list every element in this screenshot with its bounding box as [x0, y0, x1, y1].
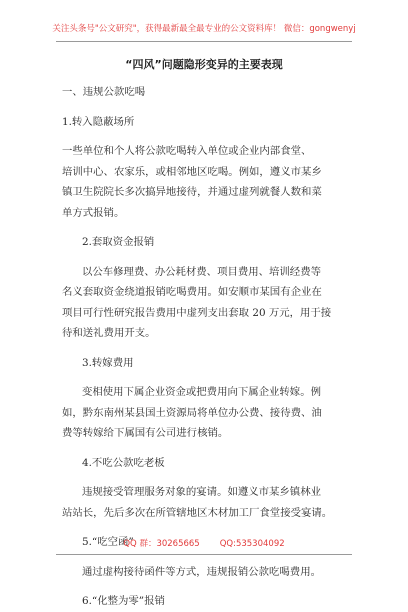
paragraph-line: 名义套取资金绕道报销吃喝费用。如安顺市某国有企业在	[62, 286, 322, 298]
paragraph-line: 培训中心、农家乐，或相邻地区吃喝。例如，遵义市某乡	[62, 165, 322, 178]
subheading: 3.转嫁费用	[82, 356, 134, 369]
header-promo-text: 关注头条号"公文研究"，获得最新最全最专业的公文资料库！ 微信：gongwenyj	[52, 24, 356, 34]
paragraph-line: 以公车修理费、办公耗材费、项目费用、培训经费等	[82, 265, 321, 278]
paragraph-line: 如，黔东南州某县国土资源局将单位办公费、接待费、油	[62, 406, 322, 419]
subheading: 1.转入隐蔽场所	[62, 115, 135, 128]
subheading: 6.“化整为零”报销	[82, 595, 165, 607]
section-heading: 一、违规公款吃喝	[62, 86, 146, 98]
footer-divider	[56, 554, 352, 555]
subheading: 2.套取资金报销	[82, 236, 155, 248]
footer-qq-group: QQ 群：30265665	[123, 539, 200, 549]
subheading: 5.“吃空函”	[82, 536, 134, 548]
paragraph-line: 站站长，先后多次在所管辖地区木材加工厂食堂接受宴请。	[62, 506, 333, 519]
footer-qq-number: QQ:535304092	[219, 539, 285, 549]
paragraph-line: 变相使用下属企业资金或把费用向下属企业转嫁。例	[82, 386, 321, 398]
subheading: 4.不吃公款吃老板	[82, 456, 165, 469]
paragraph-line: 镇卫生院院长多次搞异地接待，并通过虚列就餐人数和菜	[62, 186, 322, 198]
paragraph-line: 单方式报销。	[62, 206, 125, 219]
document-title: “四风”问题隐形变异的主要表现	[125, 58, 283, 71]
header-divider	[56, 41, 352, 42]
paragraph-line: 待和送礼费用开支。	[62, 327, 156, 339]
paragraph-line: 项目可行性研究报告费用中虚列支出套取 20 万元，用于接	[62, 306, 332, 319]
paragraph-line: 一些单位和个人将公款吃喝转入单位或企业内部食堂、	[62, 145, 312, 157]
paragraph-line: 违规接受管理服务对象的宴请。如遵义市某乡镇林业	[82, 486, 321, 498]
paragraph-line: 通过虚构接待函件等方式，违规报销公款吃喝费用。	[82, 565, 321, 578]
footer-contact	[0, 537, 408, 549]
paragraph-line: 费等转嫁给下属国有公司进行核销。	[62, 427, 229, 439]
document-body	[62, 82, 352, 612]
